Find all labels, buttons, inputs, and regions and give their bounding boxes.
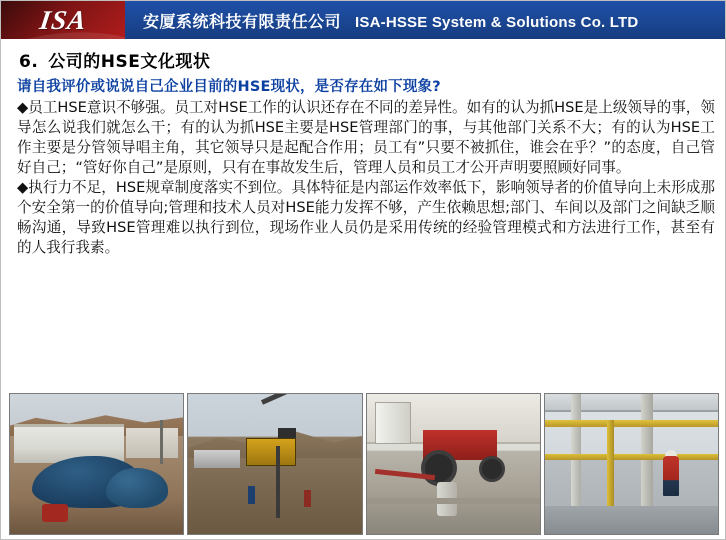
paragraph-1: ◆员工HSE意识不够强。员工对HSE工作的认识还存在不同的差异性。如有的认为抓HSE是上级领导的事，领导怎么说我们就怎么干；有的认为抓HSE主要是HSE管理部门的事，与其他部门关系不大；有的认为HSE工作主要是分管领导唱主角，其它领导只是起配合作用；员工有”只要不被抓住，谁会在乎？”的态度，自己管好自己；“管好你自己”是原则，只有在事故发生后，管理人员和员工才公开声明要照顾好同事。: [17, 99, 715, 176]
company-name-cn: 安厦系统科技有限责任公司: [143, 11, 342, 31]
photo3-tractor-wheel-front: [479, 456, 505, 482]
photo1-red-object: [42, 504, 68, 522]
photo-crane-hillside: [187, 393, 362, 535]
photo3-tank: [375, 402, 411, 444]
slide-header: [1, 1, 726, 39]
photo-tractor-yard: [366, 393, 541, 535]
photo4-yellow-pipe-lower: [545, 454, 718, 460]
header-titles: [125, 9, 638, 32]
section-heading: [19, 47, 715, 72]
photo-plant-piping-worker: [544, 393, 719, 535]
photo2-crane-body: [246, 438, 296, 466]
section-title: 公司的HSE文化现状: [48, 52, 211, 72]
section-number: 6.: [19, 52, 39, 72]
company-name-en: ISA-HSSE System & Solutions Co. LTD: [355, 13, 639, 31]
photo4-yellow-pipe-upper: [545, 420, 718, 427]
paragraph-2: ◆执行力不足，HSE规章制度落实不到位。具体特征是内部运作效率低下，影响领导者的价值导向上未形成那个安全第一的价值导向;管理和技术人员对HSE能力发挥不够，产生依赖思想;部门、车间以及部门之间缺乏顺畅沟通，导致HSE管理难以执行到位，现场作业人员仍是采用传统的经验管理模式和方法进行工作，甚至有的人我行我素。: [17, 178, 715, 256]
photo2-worker: [248, 486, 255, 504]
photo1-post: [160, 420, 163, 464]
photo2-worker-2: [304, 490, 311, 507]
photo-strip: [9, 393, 719, 535]
photo2-mast: [276, 446, 280, 518]
photo1-building-2: [126, 428, 178, 458]
photo4-worker: [663, 456, 679, 496]
photo3-tractor-wheel-rear: [421, 450, 457, 486]
photo4-vertical-pipe: [607, 420, 614, 520]
prompt-question: 请自我评价或说说自己企业目前的HSE现状，是否存在如下现象?: [17, 79, 441, 95]
photo3-ground-pipe: [367, 498, 540, 504]
photo1-covered-equipment-2: [106, 468, 168, 508]
photo-desert-site: [9, 393, 184, 535]
company-logo: [1, 1, 125, 39]
photo2-crane-boom: [261, 393, 327, 405]
logo-text: ISA: [37, 4, 89, 35]
photo4-floor: [545, 506, 718, 534]
photo2-truck: [194, 450, 240, 468]
